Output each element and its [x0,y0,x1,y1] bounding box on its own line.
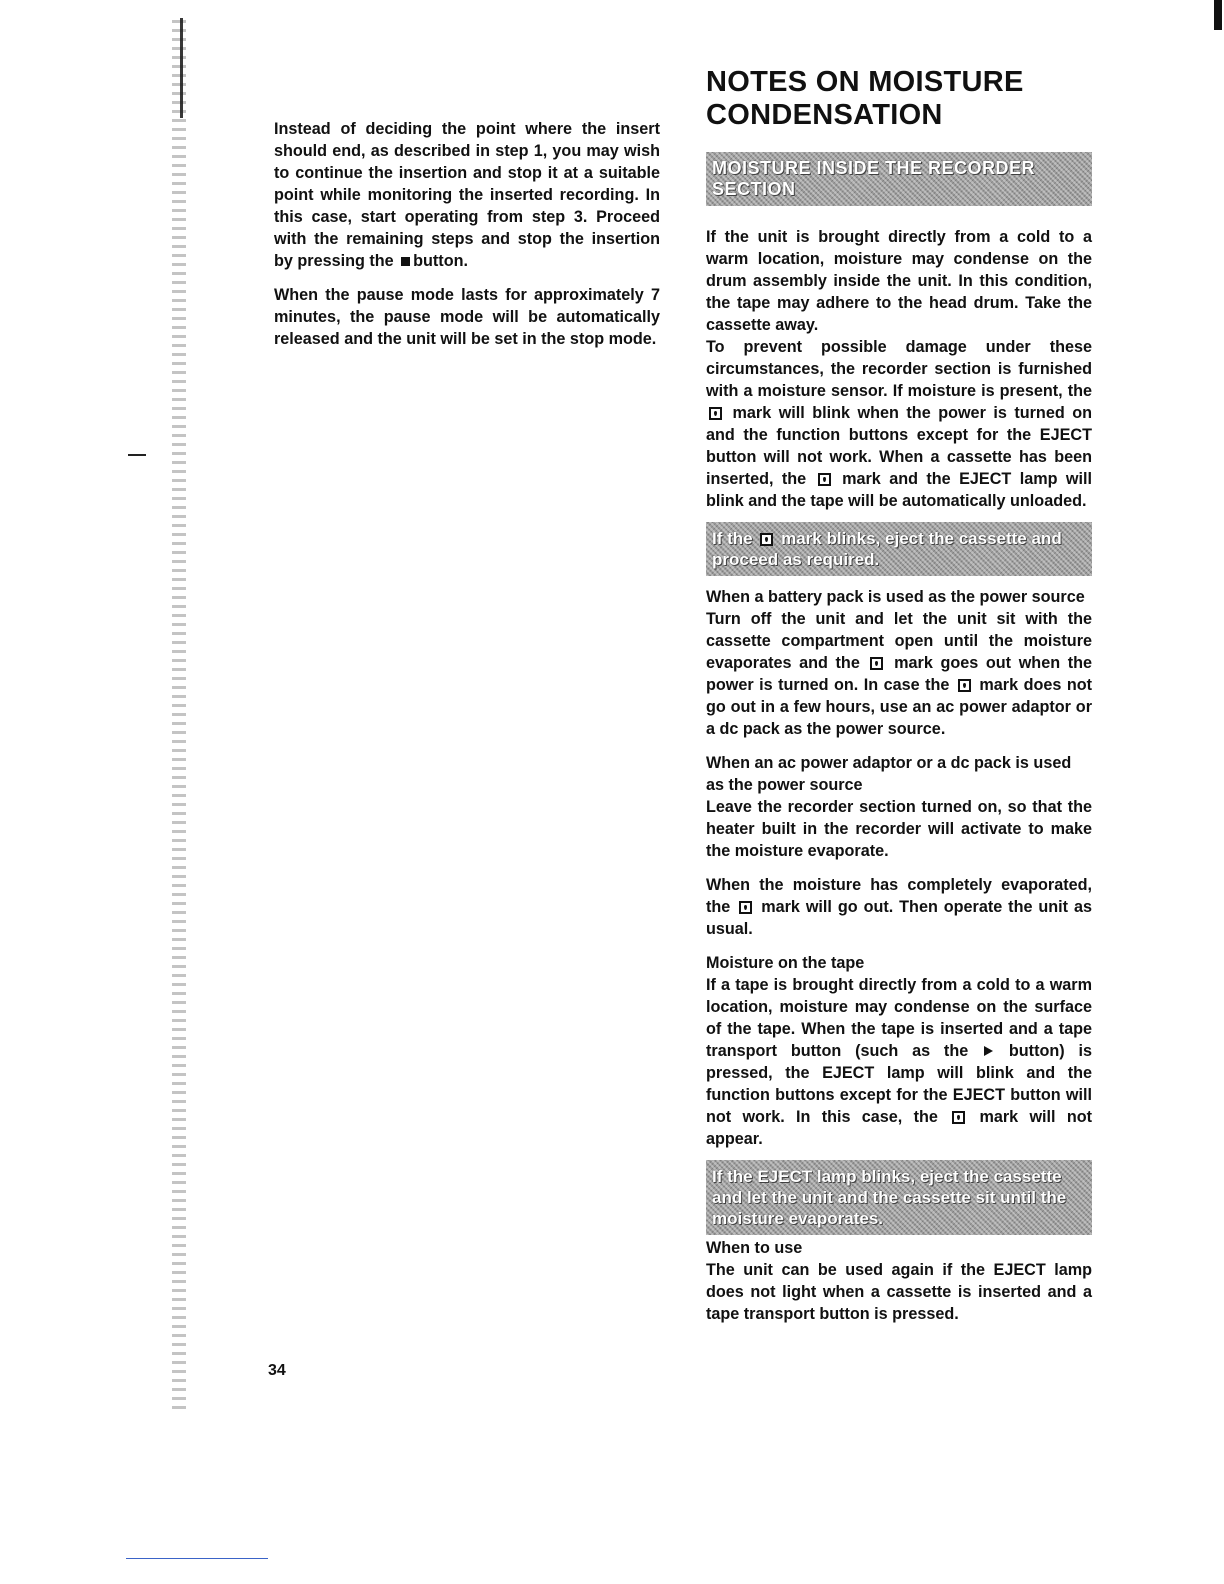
moisture-mark-icon [818,473,831,486]
subheading-battery-pack: When a battery pack is used as the power source [706,588,1085,606]
moisture-mark-icon [739,901,752,914]
paragraph-moisture-sensor: To prevent possible damage under these circumstances, the recorder section is furnished with a moisture sensor. If moisture is present, the mark will blink when the power is turned on and the function buttons except for the EJECT button will not work. When a cassette has been inserted, the mark and the EJECT lamp will blink and the tape will be automatically unloaded. [706,338,1093,510]
subheading-when-to-use: When to use [706,1239,803,1257]
moisture-mark-icon [952,1111,965,1124]
paragraph-when-to-use: The unit can be used again if the EJECT lamp does not light when a cassette is inserted and a tape transport button is pressed. [706,1261,1092,1323]
moisture-mark-icon [870,657,883,670]
moisture-mark-icon [760,533,773,546]
banner-eject-lamp-blinks: If the EJECT lamp blinks, eject the cassette and let the unit and the cassette sit until the moisture evaporates. [706,1160,1092,1235]
scan-edge-line [180,18,183,118]
right-column [706,66,1092,1325]
paragraph-evaporated: When the moisture has completely evaporated, the mark will go out. Then operate the unit as usual. [706,876,1093,938]
subheading-moisture-on-tape: Moisture on the tape [706,954,865,972]
paragraph-cold-to-warm: If the unit is brought directly from a cold to a warm location, moisture may condense on the drum assembly inside the unit. In this condition, the tape may adhere to the head drum. Take the cassette away. [706,228,1092,334]
left-paragraph-1: Instead of deciding the point where the insert should end, as described in step 1, you may wish to continue the insertion and stop it at a suitable point while monitoring the inserted recording. In this case, start operating from step 3. Proceed with the remaining steps and stop the insertion by pressing the button. [274,120,660,270]
subheading-ac-adaptor: When an ac power adaptor or a dc pack is used as the power source [706,754,1072,794]
paragraph-ac-adaptor: Leave the recorder section turned on, so that the heater built in the recorder will activate to make the moisture evaporate. [706,798,1092,860]
moisture-mark-icon [709,407,722,420]
stop-icon [401,257,410,266]
play-icon [984,1046,993,1056]
left-column [274,118,660,350]
paragraph-battery-pack: Turn off the unit and let the unit sit with the cassette compartment open until the moisture evaporates and the mark goes out when the power is turned on. In case the mark does not go out in a few hours, use an ac power adaptor or a dc pack as the power source. [706,610,1093,738]
banner-mark-blinks: If the mark blinks, eject the cassette and proceed as required. [706,522,1092,576]
page-title: NOTES ON MOISTURE CONDENSATION [706,66,1024,131]
bottom-rule [126,1558,268,1559]
moisture-mark-icon [958,679,971,692]
page-number: 34 [268,1362,286,1379]
banner-moisture-recorder: MOISTURE INSIDE THE RECORDER SECTION [706,152,1092,206]
paragraph-moisture-on-tape: If a tape is brought directly from a cold to a warm location, moisture may condense on the surface of the tape. When the tape is inserted and a tape transport button (such as the button) is pressed, the EJECT lamp will blink and the function buttons except for the EJECT button will not work. In this case, the mark will not appear. [706,976,1093,1148]
scan-edge-artifact [172,20,186,1410]
margin-dash [128,454,146,456]
left-paragraph-2: When the pause mode lasts for approximately 7 minutes, the pause mode will be automatically released and the unit will be set in the stop mode. [274,286,660,348]
corner-mark [1214,0,1222,30]
